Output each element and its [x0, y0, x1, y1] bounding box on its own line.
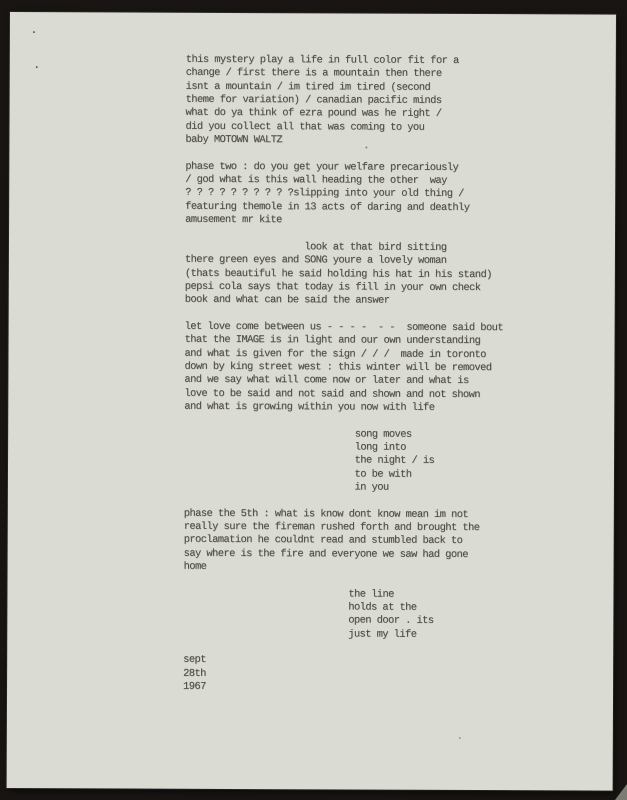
scan-corner-artifact	[615, 784, 627, 800]
paper-speck	[36, 66, 38, 68]
paper-speck	[33, 31, 35, 33]
document-page	[7, 12, 616, 791]
poem-text: this mystery play a life in full color fit for a change / first there is a mountain then there isnt a mountain / im tired im tired (second theme for variation) / canadian pacific minds what do ya think of ezra pound was he right / did you collect all that was coming to you baby MOTOWN WALTZ phase two : do you get your welfare precariously / god what is this wall heading the other way ? ? ? ? ? ? ? ? ? ?slipping into your old thing / featuring themole in 13 acts of daring and deathly amusement mr kite look at that bird sitting there green eyes and SONG youre a lovely woman (thats beautiful he said holding his hat in his stand) pepsi cola says that today is fill in your own check book and what can be said the answer let love come between us - - - - - - someone said bout that the IMAGE is in light and our own understanding and what is given for the sign / / / made in toronto down by king street west : this winter will be removed and we say what will come now or later and what is love to be said and not said and shown and not shown and what is growing within you now with life song moves long into the night / is to be with in you phase the 5th : what is know dont know mean im not really sure the fireman rushed forth and brought the proclamation he couldnt read and stumbled back to say where is the fire and everyone we saw had gone home the line holds at the open door . its just my life sept 28th 1967	[183, 53, 504, 694]
paper-speck	[459, 737, 461, 739]
